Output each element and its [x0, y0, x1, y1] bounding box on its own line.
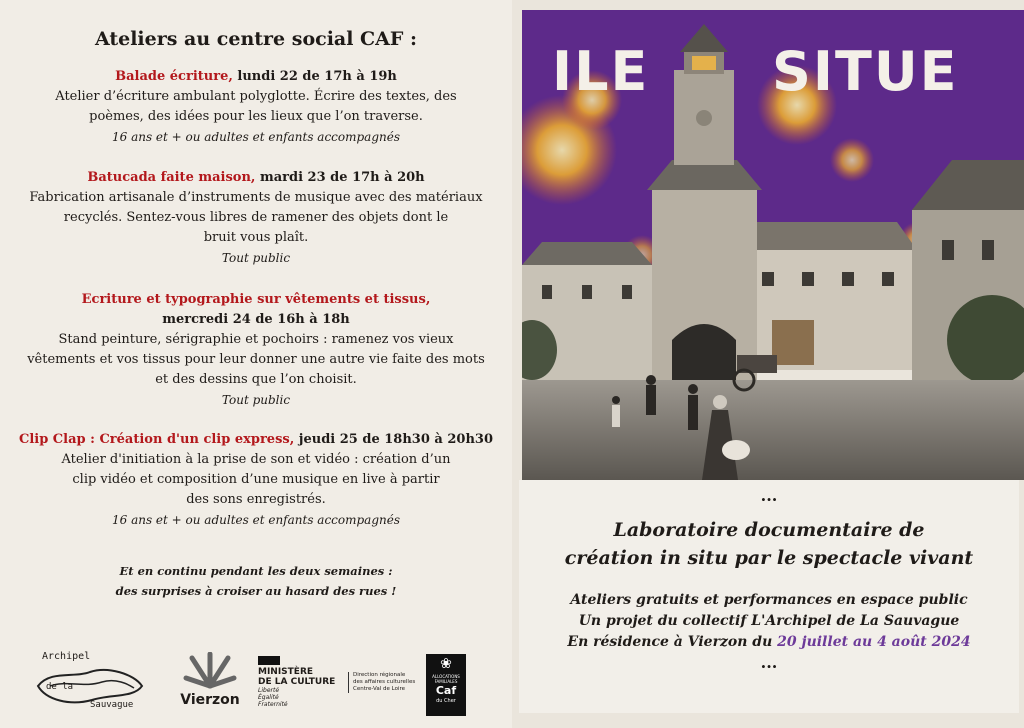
- workshop-desc: Atelier d’écriture ambulant polyglotte. Écrire des textes, des: [55, 89, 457, 104]
- workshop-when: lundi 22 de 17h à 19h: [232, 69, 397, 84]
- ministere-text: DE LA CULTURE: [258, 677, 336, 687]
- vierzon-text: Vierzon: [180, 692, 240, 708]
- workshop-when: mercredi 24 de 16h à 18h: [162, 312, 350, 327]
- continu-line: des surprises à croiser au hasard des rues !: [115, 584, 397, 598]
- workshop-batucada: [0, 168, 512, 268]
- ministere-motto: Égalité: [258, 694, 279, 701]
- workshop-title: Ecriture et typographie sur vêtements et tissus,: [81, 292, 431, 307]
- caf-logo: [426, 654, 466, 716]
- caf-text: FAMILIALES: [434, 679, 458, 684]
- workshop-desc: recyclés. Sentez-vous libres de ramener des objets dont le: [63, 210, 449, 225]
- workshop-when: mardi 23 de 17h à 20h: [255, 170, 425, 185]
- caf-text: du Cher: [436, 698, 456, 704]
- residence-dates: 20 juillet au 4 août 2024: [777, 634, 971, 650]
- card-line-ateliers: Ateliers gratuits et performances en espace public: [570, 592, 968, 608]
- workshop-balade: [0, 67, 512, 147]
- card-dots-top: ...: [760, 486, 778, 505]
- poster-image: [522, 10, 1024, 480]
- workshop-desc: bruit vous plaît.: [203, 230, 309, 245]
- workshop-typographie: [0, 290, 512, 410]
- workshop-desc: vêtements et vos tissus pour leur donner une autre vie faite des mots: [27, 352, 485, 367]
- workshop-audience: Tout public: [221, 393, 291, 407]
- workshop-audience: 16 ans et + ou adultes et enfants accompagnés: [111, 513, 400, 527]
- card-line-residence: [519, 632, 1019, 653]
- workshop-desc: Fabrication artisanale d’instruments de musique avec des matériaux: [29, 190, 483, 205]
- workshop-audience: 16 ans et + ou adultes et enfants accompagnés: [111, 130, 400, 144]
- workshop-clip-clap: [0, 430, 512, 530]
- workshop-title: Balade écriture,: [115, 69, 233, 84]
- workshop-title: Batucada faite maison,: [87, 170, 256, 185]
- ministere-logo: [258, 656, 348, 716]
- workshop-desc: Atelier d'initiation à la prise de son et vidéo : création d’un: [61, 452, 451, 467]
- archipel-logo: [30, 648, 150, 714]
- vierzon-star-icon: [182, 652, 238, 690]
- residence-prefix: En résidence à Vierzon du: [567, 634, 778, 650]
- partner-logos: [30, 648, 480, 718]
- archipel-text: de la: [46, 682, 74, 692]
- workshop-desc: des sons enregistrés.: [186, 492, 326, 507]
- caf-text: ALLOCATIONS: [432, 674, 460, 679]
- card-line-projet: Un projet du collectif L'Archipel de La Sauvague: [578, 613, 960, 629]
- workshop-desc: poèmes, des idées pour les lieux que l’on traverse.: [89, 109, 423, 124]
- drac-text: Centre-Val de Loire: [353, 686, 406, 692]
- card-dots-bottom: ...: [760, 653, 778, 672]
- workshops-heading: Ateliers au centre social CAF :: [94, 28, 418, 50]
- continu-line: Et en continu pendant les deux semaines :: [119, 564, 393, 578]
- caf-text: Caf: [435, 684, 457, 697]
- poster-title-right: SITUE: [772, 40, 959, 103]
- vierzon-logo: [175, 652, 245, 712]
- town-square-illustration: [522, 10, 1024, 480]
- drac-text: des affaires culturelles: [353, 679, 416, 685]
- drac-text: Direction régionale: [353, 672, 406, 678]
- ministere-motto: Fraternité: [258, 701, 288, 708]
- workshop-desc: Stand peinture, sérigraphie et pochoirs : ramenez vos vieux: [58, 332, 454, 347]
- workshop-title: Clip Clap : Création d'un clip express,: [18, 432, 295, 447]
- caf-emblem-icon: ❀: [440, 656, 452, 672]
- ministere-text: MINISTÈRE: [258, 667, 314, 677]
- card-title-line: Laboratoire documentaire de: [613, 519, 925, 541]
- workshop-desc: et des dessins que l’on choisit.: [155, 372, 357, 387]
- drac-logo: [348, 672, 425, 693]
- ministere-motto: Liberté: [258, 687, 280, 694]
- marianne-icon: [258, 656, 280, 665]
- info-card: [519, 480, 1019, 713]
- card-title-line: création in situ par le spectacle vivant: [564, 547, 974, 569]
- poster-title-left: ILE: [552, 40, 650, 103]
- continu-note: [0, 561, 512, 601]
- archipel-text: Sauvague: [90, 700, 134, 710]
- workshop-audience: Tout public: [221, 251, 291, 265]
- workshop-when: jeudi 25 de 18h30 à 20h30: [294, 432, 494, 447]
- archipel-text: Archipel: [42, 651, 91, 662]
- workshop-desc: clip vidéo et composition d’une musique en live à partir: [72, 472, 440, 487]
